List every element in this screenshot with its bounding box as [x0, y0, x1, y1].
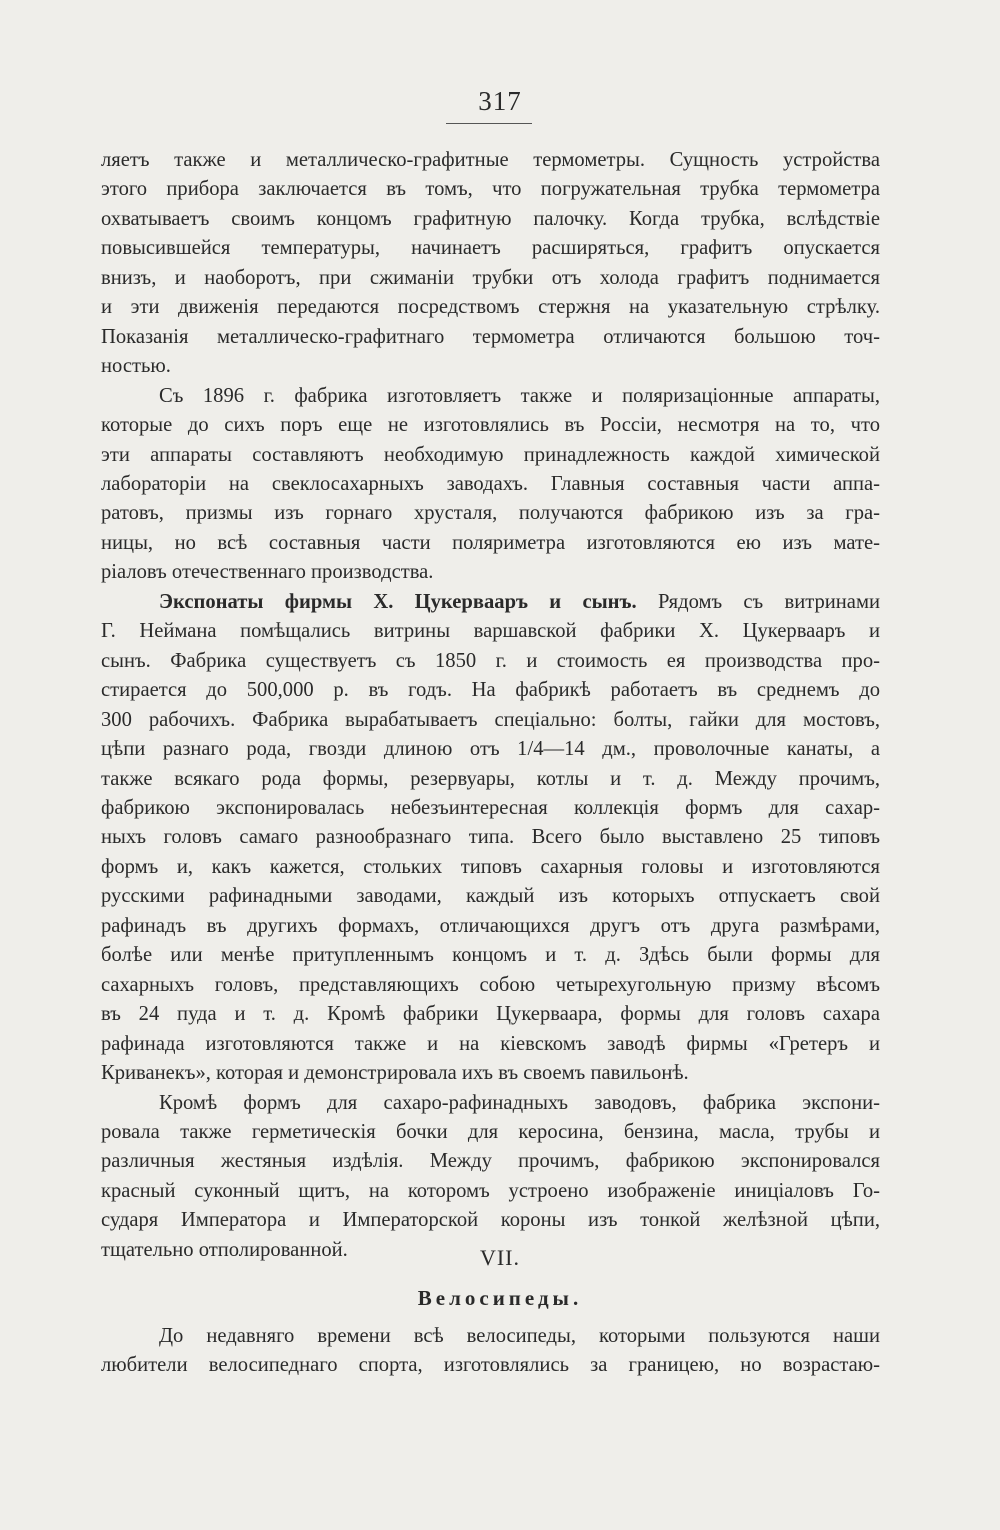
text-line: ровала также герметическія бочки для керосина, бензина, масла, трубы и [101, 1120, 880, 1143]
text-line: любители велосипеднаго спорта, изготовлялись за границею, но возрастаю- [101, 1354, 880, 1377]
text-line: рафинада изготовляются также и на кіевскомъ заводѣ фирмы «Гретеръ и [101, 1032, 880, 1055]
text-line: Кромѣ формъ для сахаро-рафинадныхъ заводовъ, фабрика экспони- [159, 1091, 880, 1114]
section-number: VII. [479, 1245, 521, 1270]
section-body-text [101, 1322, 880, 1381]
page-number-rule [446, 123, 532, 124]
text-line: формъ и, какъ кажется, стольких типовъ сахарныя головы и изготовляются [101, 855, 880, 878]
text-line: и эти движенія передаются посредствомъ стержня на указательную стрѣлку. [101, 296, 880, 319]
text-line: болѣе или менѣе притупленнымъ концомъ и т. д. Здѣсь были формы для [101, 944, 880, 967]
paragraph-2-end [101, 558, 880, 587]
text-line: ныхъ головъ самаго разнообразнаго типа. Всего было выставлено 25 типовъ [101, 826, 880, 849]
paragraph-3-body [101, 617, 880, 1059]
text-line: Рядомъ съ витринами [636, 590, 880, 613]
paragraph-2 [101, 382, 880, 411]
text-line: ляетъ также и металлическо-графитные термометры. Сущность устройства [101, 149, 880, 171]
section-title: Велосипеды. [417, 1286, 583, 1310]
paragraph-3 [101, 588, 880, 617]
text-line: лабораторіи на свеклосахарныхъ заводахъ. Главныя составныя части аппа- [101, 472, 880, 495]
text-line: которые до сихъ поръ еще не изготовлялись въ Россіи, несмотря на то, что [101, 414, 880, 437]
text-line: ностью. [101, 355, 171, 378]
text-line: стирается до 500,000 р. въ годъ. На фабрикѣ работаетъ въ среднемъ до [101, 679, 880, 702]
text-line: охватываетъ своимъ концомъ графитную палочку. Когда трубка, вслѣдствіе [101, 207, 880, 230]
body-text [101, 146, 880, 1265]
text-line: фабрикою экспонировалась небезъинтересная коллекція формъ для сахар- [101, 796, 880, 819]
text-line: рафинадъ въ другихъ формахъ, отличающихся другъ отъ друга размѣрами, [101, 914, 880, 937]
text-line: 300 рабочихъ. Фабрика вырабатываетъ спеціально: болты, гайки для мостовъ, [101, 708, 880, 731]
text-line: этого прибора заключается въ томъ, что погружательная трубка термометра [101, 178, 880, 201]
text-line: ріаловъ отечественнаго производства. [101, 561, 434, 584]
text-line: русскими рафинадными заводами, каждый изъ которыхъ отпускаетъ свой [101, 885, 880, 908]
text-line: До недавняго времени всѣ велосипеды, которыми пользуются наши [159, 1325, 880, 1347]
paragraph-4-body [101, 1118, 880, 1236]
text-line: также всякаго рода формы, резервуары, котлы и т. д. Между прочимъ, [101, 767, 880, 790]
text-line: сахарныхъ головъ, представляющихъ собою четырехугольную призму вѣсомъ [101, 973, 880, 996]
text-line: Показанія металлическо-графитнаго термометра отличаются большою точ- [101, 325, 880, 348]
text-line: ницы, но всѣ составныя части поляриметра изготовляются ею изъ мате- [101, 531, 880, 554]
text-line: цѣпи разнаго рода, гвозди длиною отъ 1/4—14 дм., проволочные канаты, а [101, 738, 880, 761]
paragraph-5 [101, 1322, 880, 1351]
page-number: 317 [478, 86, 522, 116]
paragraph-1 [101, 146, 880, 352]
paragraph-5-body [101, 1351, 880, 1380]
text-line: Г. Неймана помѣщались витрины варшавской фабрики X. Цукервааръ и [101, 620, 880, 643]
text-line: эти аппараты составляютъ необходимую принадлежность каждой химической [101, 443, 880, 466]
text-line: тщательно отполированной. [101, 1238, 348, 1261]
text-line: красный суконный щитъ, на которомъ устроено изображеніе иниціаловъ Го- [101, 1179, 880, 1202]
paragraph-4 [101, 1089, 880, 1118]
paragraph-lead-heading: Экспонаты фирмы X. Цукервааръ и сынъ. [159, 590, 637, 613]
paragraph-3-end [101, 1059, 880, 1088]
text-line: сынъ. Фабрика существуетъ съ 1850 г. и стоимость ея производства про- [101, 649, 880, 672]
text-line: Криванекъ», которая и демонстрировала ихъ въ своемъ павильонѣ. [101, 1062, 689, 1085]
text-line: повысившейся температуры, начинаетъ расширяться, графитъ опускается [101, 237, 880, 260]
text-line: въ 24 пуда и т. д. Кромѣ фабрики Цукерваара, формы для головъ сахара [101, 1003, 880, 1026]
text-line: внизъ, и наоборотъ, при сжиманіи трубки отъ холода графитъ поднимается [101, 266, 880, 289]
paragraph-2-body [101, 411, 880, 558]
paragraph-1-end [101, 352, 880, 381]
text-line: различныя жестяныя издѣлія. Между прочимъ, фабрикою экспонировался [101, 1150, 880, 1173]
text-line: ратовъ, призмы изъ горнаго хрусталя, получаются фабрикою изъ за гра- [101, 502, 880, 525]
text-line: сударя Императора и Императорской короны изъ тонкой желѣзной цѣпи, [101, 1209, 880, 1232]
text-line: Съ 1896 г. фабрика изготовляетъ также и поляризаціонные аппараты, [159, 384, 880, 407]
